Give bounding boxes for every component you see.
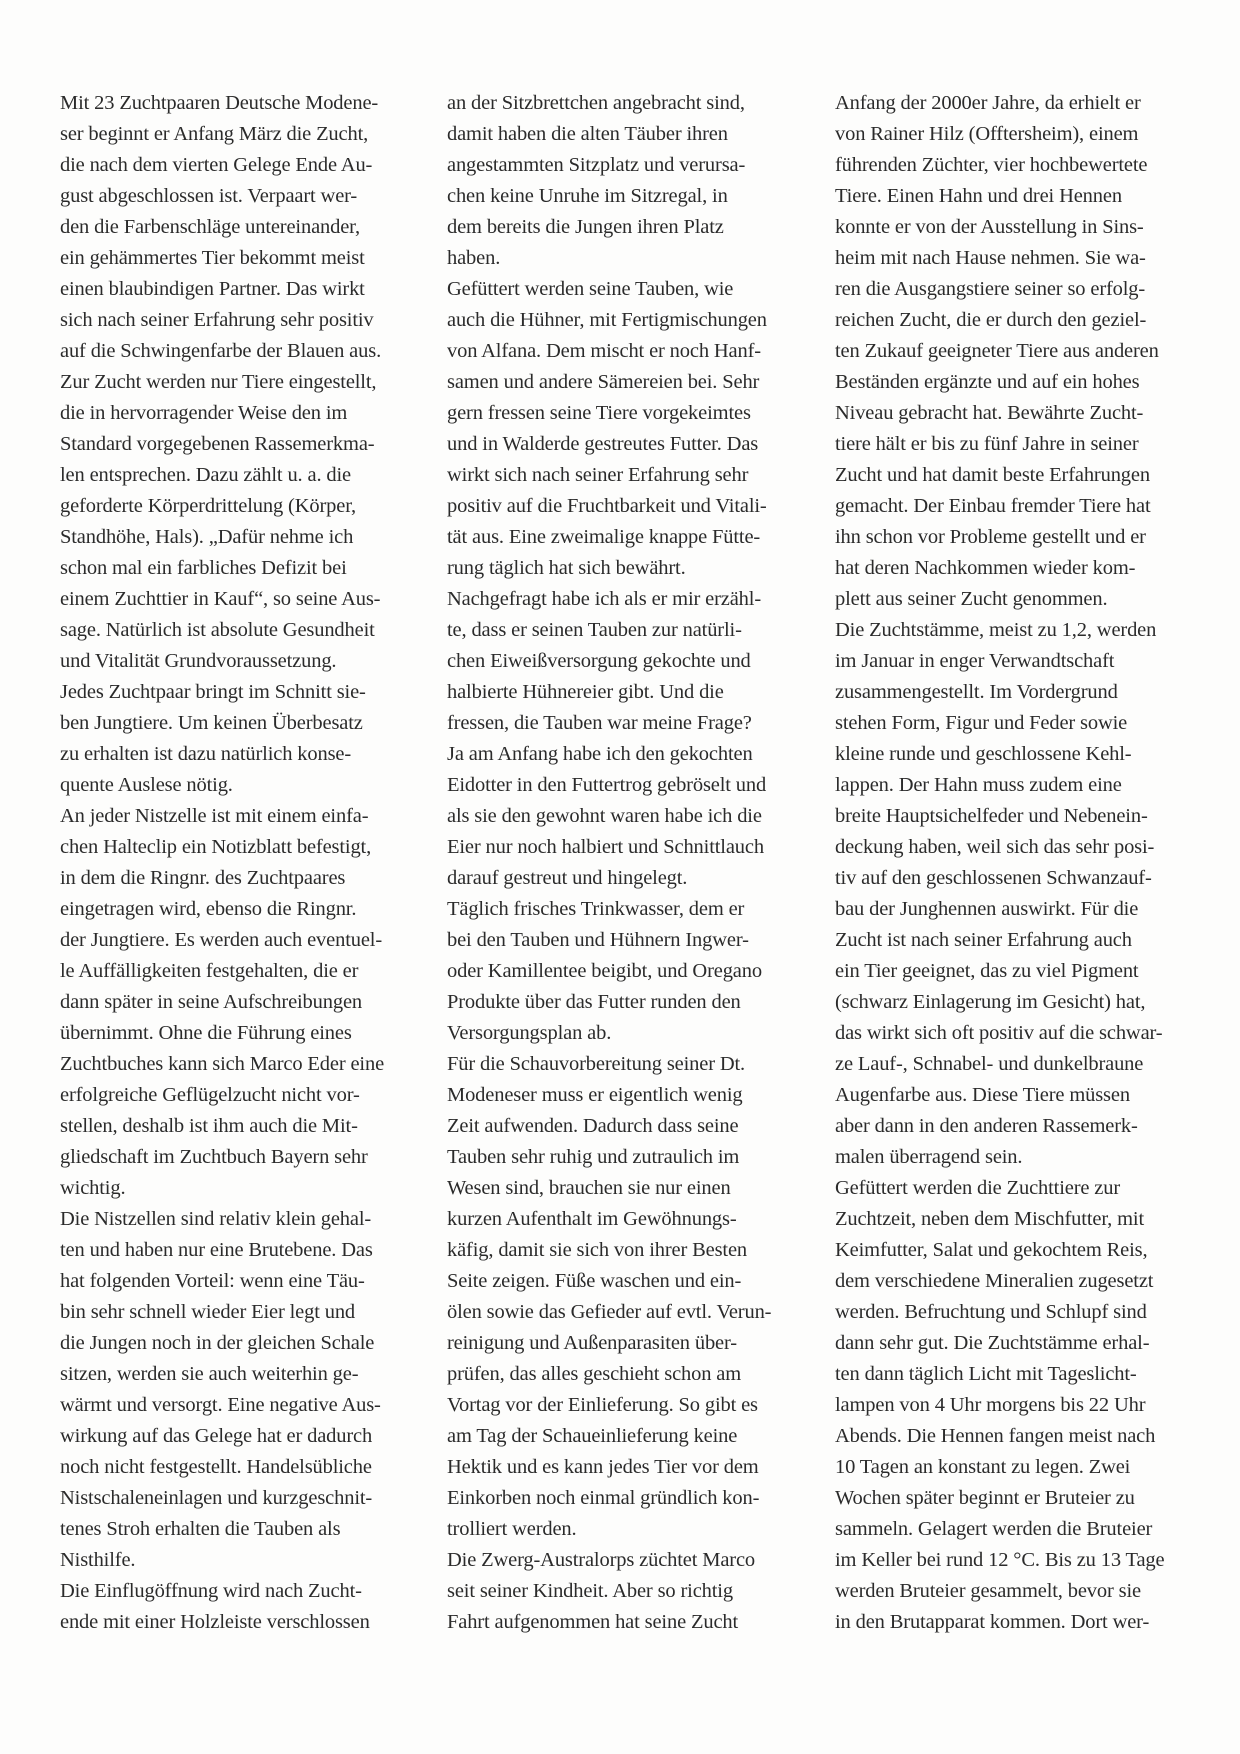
text-line: hat folgenden Vorteil: wenn eine Täu- — [60, 1270, 365, 1292]
text-line: Modeneser muss er eigentlich wenig — [447, 1084, 743, 1106]
text-line: sammeln. Gelagert werden die Bruteier — [835, 1518, 1153, 1540]
text-line: dem verschiedene Mineralien zugesetzt — [835, 1270, 1154, 1292]
text-line: gust abgeschlossen ist. Verpaart wer- — [60, 185, 358, 207]
text-line: stellen, deshalb ist ihm auch die Mit- — [60, 1115, 358, 1137]
text-line: seit seiner Kindheit. Aber so richtig — [447, 1580, 733, 1602]
text-line: chen Halteclip ein Notizblatt befestigt, — [60, 836, 372, 858]
text-line: und in Walderde gestreutes Futter. Das — [447, 433, 759, 455]
text-line: werden. Befruchtung und Schlupf sind — [835, 1301, 1147, 1323]
text-line: Produkte über das Futter runden den — [447, 991, 741, 1013]
text-line: lappen. Der Hahn muss zudem eine — [835, 774, 1122, 796]
text-line: Nistschaleneinlagen und kurzgeschnit- — [60, 1487, 373, 1509]
text-line: am Tag der Schaueinlieferung keine — [447, 1425, 738, 1447]
text-line: Ja am Anfang habe ich den gekochten — [447, 743, 753, 765]
text-line: dann sehr gut. Die Zuchtstämme erhal- — [835, 1332, 1150, 1354]
text-line: wirkt sich nach seiner Erfahrung sehr — [447, 464, 749, 486]
text-line: chen keine Unruhe im Sitzregal, in — [447, 185, 728, 207]
text-line: damit haben die alten Täuber ihren — [447, 123, 728, 145]
text-column-2 — [447, 88, 807, 1638]
text-line: bau der Junghennen auswirkt. Für die — [835, 898, 1139, 920]
text-line: Mit 23 Zuchtpaaren Deutsche Modene- — [60, 92, 379, 114]
text-line: Beständen ergänzte und auf ein hohes — [835, 371, 1140, 393]
text-line: konnte er von der Ausstellung in Sins- — [835, 216, 1144, 238]
text-line: chen Eiweißversorgung gekochte und — [447, 650, 751, 672]
text-line: tiv auf den geschlossenen Schwanzauf- — [835, 867, 1152, 889]
text-line: ten Zukauf geeigneter Tiere aus anderen — [835, 340, 1159, 362]
text-line: An jeder Nistzelle ist mit einem einfa- — [60, 805, 369, 827]
text-line: gern fressen seine Tiere vorgekeimtes — [447, 402, 751, 424]
text-line: der Jungtiere. Es werden auch eventuel- — [60, 929, 383, 951]
text-line: sitzen, werden sie auch weiterhin ge- — [60, 1363, 359, 1385]
text-line: Wesen sind, brauchen sie nur einen — [447, 1177, 731, 1199]
text-line: ze Lauf-, Schnabel- und dunkelbraune — [835, 1053, 1144, 1075]
text-line: ren die Ausgangstiere seiner so erfolg- — [835, 278, 1146, 300]
text-line: oder Kamillentee beigibt, und Oregano — [447, 960, 762, 982]
text-line: führenden Züchter, vier hochbewertete — [835, 154, 1148, 176]
text-line: Vortag vor der Einlieferung. So gibt es — [447, 1394, 758, 1416]
text-line: wirkung auf das Gelege hat er dadurch — [60, 1425, 373, 1447]
text-line: fressen, die Tauben war meine Frage? — [447, 712, 752, 734]
text-line: halbierte Hühnereier gibt. Und die — [447, 681, 724, 703]
text-line: Zur Zucht werden nur Tiere eingestellt, — [60, 371, 377, 393]
text-line: trolliert werden. — [447, 1518, 577, 1540]
text-line: aber dann in den anderen Rassemerk- — [835, 1115, 1138, 1137]
text-line: Standard vorgegebenen Rassemerkma- — [60, 433, 375, 455]
text-line: Nisthilfe. — [60, 1549, 136, 1571]
text-line: Eier nur noch halbiert und Schnittlauch — [447, 836, 764, 858]
text-line: in dem die Ringnr. des Zuchtpaares — [60, 867, 346, 889]
text-line: reichen Zucht, die er durch den geziel- — [835, 309, 1147, 331]
text-line: dem bereits die Jungen ihren Platz — [447, 216, 724, 238]
text-line: Tiere. Einen Hahn und drei Hennen — [835, 185, 1122, 207]
text-line: übernimmt. Ohne die Führung eines — [60, 1022, 352, 1044]
text-line: Zeit aufwenden. Dadurch dass seine — [447, 1115, 739, 1137]
text-line: rung täglich hat sich bewährt. — [447, 557, 686, 579]
text-line: len entsprechen. Dazu zählt u. a. die — [60, 464, 351, 486]
text-line: Die Zuchtstämme, meist zu 1,2, werden — [835, 619, 1157, 641]
text-line: von Alfana. Dem mischt er noch Hanf- — [447, 340, 761, 362]
text-line: schon mal ein farbliches Defizit bei — [60, 557, 347, 579]
text-line: plett aus seiner Zucht genommen. — [835, 588, 1108, 610]
text-line: ölen sowie das Gefieder auf evtl. Verun- — [447, 1301, 772, 1323]
text-line: gemacht. Der Einbau fremder Tiere hat — [835, 495, 1151, 517]
text-line: kurzen Aufenthalt im Gewöhnungs- — [447, 1208, 737, 1230]
text-line: als sie den gewohnt waren habe ich die — [447, 805, 762, 827]
text-line: stehen Form, Figur und Feder sowie — [835, 712, 1128, 734]
text-line: Seite zeigen. Füße waschen und ein- — [447, 1270, 742, 1292]
text-line: deckung haben, weil sich das sehr posi- — [835, 836, 1155, 858]
text-line: hat deren Nachkommen wieder kom- — [835, 557, 1136, 579]
text-line: reinigung und Außenparasiten über- — [447, 1332, 737, 1354]
text-line: sage. Natürlich ist absolute Gesundheit — [60, 619, 375, 641]
text-line: Zucht ist nach seiner Erfahrung auch — [835, 929, 1132, 951]
text-line: ende mit einer Holzleiste verschlossen — [60, 1611, 370, 1633]
text-line: Die Nistzellen sind relativ klein gehal- — [60, 1208, 372, 1230]
text-line: kleine runde und geschlossene Kehl- — [835, 743, 1132, 765]
text-column-1 — [60, 88, 420, 1638]
text-line: bei den Tauben und Hühnern Ingwer- — [447, 929, 749, 951]
text-line: Niveau gebracht hat. Bewährte Zucht- — [835, 402, 1144, 424]
text-line: erfolgreiche Geflügelzucht nicht vor- — [60, 1084, 360, 1106]
text-line: Wochen später beginnt er Bruteier zu — [835, 1487, 1135, 1509]
text-line: die nach dem vierten Gelege Ende Au- — [60, 154, 373, 176]
text-line: Zuchtbuches kann sich Marco Eder eine — [60, 1053, 385, 1075]
text-line: sich nach seiner Erfahrung sehr positiv — [60, 309, 374, 331]
text-line: im Keller bei rund 12 °C. Bis zu 13 Tage — [835, 1549, 1165, 1571]
text-line: Zucht und hat damit beste Erfahrungen — [835, 464, 1150, 486]
text-line: wichtig. — [60, 1177, 126, 1199]
text-line: angestammten Sitzplatz und verursa- — [447, 154, 746, 176]
text-line: Täglich frisches Trinkwasser, dem er — [447, 898, 745, 920]
text-line: in den Brutapparat kommen. Dort wer- — [835, 1611, 1150, 1633]
text-line: das wirkt sich oft positiv auf die schwar- — [835, 1022, 1163, 1044]
text-line: Versorgungsplan ab. — [447, 1022, 612, 1044]
text-line: Hektik und es kann jedes Tier vor dem — [447, 1456, 759, 1478]
text-line: tiere hält er bis zu fünf Jahre in seiner — [835, 433, 1139, 455]
text-line: eingetragen wird, ebenso die Ringnr. — [60, 898, 357, 920]
text-line: gliedschaft im Zuchtbuch Bayern sehr — [60, 1146, 368, 1168]
text-line: zu erhalten ist dazu natürlich konse- — [60, 743, 352, 765]
text-line: breite Hauptsichelfeder und Nebenein- — [835, 805, 1148, 827]
text-line: haben. — [447, 247, 501, 269]
text-line: ein Tier geeignet, das zu viel Pigment — [835, 960, 1139, 982]
text-line: Fahrt aufgenommen hat seine Zucht — [447, 1611, 739, 1633]
text-line: te, dass er seinen Tauben zur natürli- — [447, 619, 742, 641]
text-line: malen überragend sein. — [835, 1146, 1023, 1168]
text-line: die Jungen noch in der gleichen Schale — [60, 1332, 375, 1354]
text-line: Jedes Zuchtpaar bringt im Schnitt sie- — [60, 681, 366, 703]
text-line: Einkorben noch einmal gründlich kon- — [447, 1487, 760, 1509]
text-line: ten und haben nur eine Brutebene. Das — [60, 1239, 373, 1261]
text-line: auch die Hühner, mit Fertigmischungen — [447, 309, 767, 331]
text-line: werden Bruteier gesammelt, bevor sie — [835, 1580, 1141, 1602]
text-line: von Rainer Hilz (Offtersheim), einem — [835, 123, 1139, 145]
text-line: Tauben sehr ruhig und zutraulich im — [447, 1146, 740, 1168]
text-line: dann später in seine Aufschreibungen — [60, 991, 363, 1013]
text-line: geforderte Körperdrittelung (Körper, — [60, 495, 357, 517]
text-line: tenes Stroh erhalten die Tauben als — [60, 1518, 341, 1540]
text-line: einem Zuchttier in Kauf“, so seine Aus- — [60, 588, 381, 610]
text-line: an der Sitzbrettchen angebracht sind, — [447, 92, 745, 114]
text-line: le Auffälligkeiten festgehalten, die er — [60, 960, 359, 982]
text-line: darauf gestreut und hingelegt. — [447, 867, 688, 889]
text-line: Gefüttert werden die Zuchttiere zur — [835, 1177, 1121, 1199]
text-line: bin sehr schnell wieder Eier legt und — [60, 1301, 356, 1323]
text-line: wärmt und versorgt. Eine negative Aus- — [60, 1394, 381, 1416]
text-line: prüfen, das alles geschieht schon am — [447, 1363, 742, 1385]
text-line: tät aus. Eine zweimalige knappe Fütte- — [447, 526, 761, 548]
text-column-3 — [835, 88, 1195, 1638]
text-line: Für die Schauvorbereitung seiner Dt. — [447, 1053, 746, 1075]
text-line: ein gehämmertes Tier bekommt meist — [60, 247, 365, 269]
text-line: samen und andere Sämereien bei. Sehr — [447, 371, 760, 393]
text-line: Anfang der 2000er Jahre, da erhielt er — [835, 92, 1141, 114]
text-line: noch nicht festgestellt. Handelsübliche — [60, 1456, 372, 1478]
text-line: im Januar in enger Verwandtschaft — [835, 650, 1115, 672]
text-line: (schwarz Einlagerung im Gesicht) hat, — [835, 991, 1146, 1013]
text-line: Gefüttert werden seine Tauben, wie — [447, 278, 734, 300]
text-line: auf die Schwingenfarbe der Blauen aus. — [60, 340, 382, 362]
text-line: zusammengestellt. Im Vordergrund — [835, 681, 1118, 703]
text-line: Standhöhe, Hals). „Dafür nehme ich — [60, 526, 354, 548]
text-line: quente Auslese nötig. — [60, 774, 233, 796]
text-line: lampen von 4 Uhr morgens bis 22 Uhr — [835, 1394, 1146, 1416]
text-line: Abends. Die Hennen fangen meist nach — [835, 1425, 1156, 1447]
text-line: den die Farbenschläge untereinander, — [60, 216, 361, 238]
text-line: ser beginnt er Anfang März die Zucht, — [60, 123, 369, 145]
text-line: einen blaubindigen Partner. Das wirkt — [60, 278, 365, 300]
text-line: Eidotter in den Futtertrog gebröselt und — [447, 774, 767, 796]
text-line: ben Jungtiere. Um keinen Überbesatz — [60, 712, 363, 734]
text-line: Keimfutter, Salat und gekochtem Reis, — [835, 1239, 1148, 1261]
text-line: die in hervorragender Weise den im — [60, 402, 348, 424]
text-line: Augenfarbe aus. Diese Tiere müssen — [835, 1084, 1130, 1106]
text-line: ten dann täglich Licht mit Tageslicht- — [835, 1363, 1137, 1385]
text-line: Die Zwerg-Australorps züchtet Marco — [447, 1549, 756, 1571]
text-line: Zuchtzeit, neben dem Mischfutter, mit — [835, 1208, 1145, 1230]
text-line: und Vitalität Grundvoraussetzung. — [60, 650, 337, 672]
text-line: ihn schon vor Probleme gestellt und er — [835, 526, 1146, 548]
text-line: Nachgefragt habe ich als er mir erzähl- — [447, 588, 762, 610]
text-line: 10 Tagen an konstant zu legen. Zwei — [835, 1456, 1131, 1478]
text-line: positiv auf die Fruchtbarkeit und Vitali- — [447, 495, 767, 517]
text-line: Die Einflugöffnung wird nach Zucht- — [60, 1580, 362, 1602]
text-line: käfig, damit sie sich von ihrer Besten — [447, 1239, 748, 1261]
text-line: heim mit nach Hause nehmen. Sie wa- — [835, 247, 1146, 269]
